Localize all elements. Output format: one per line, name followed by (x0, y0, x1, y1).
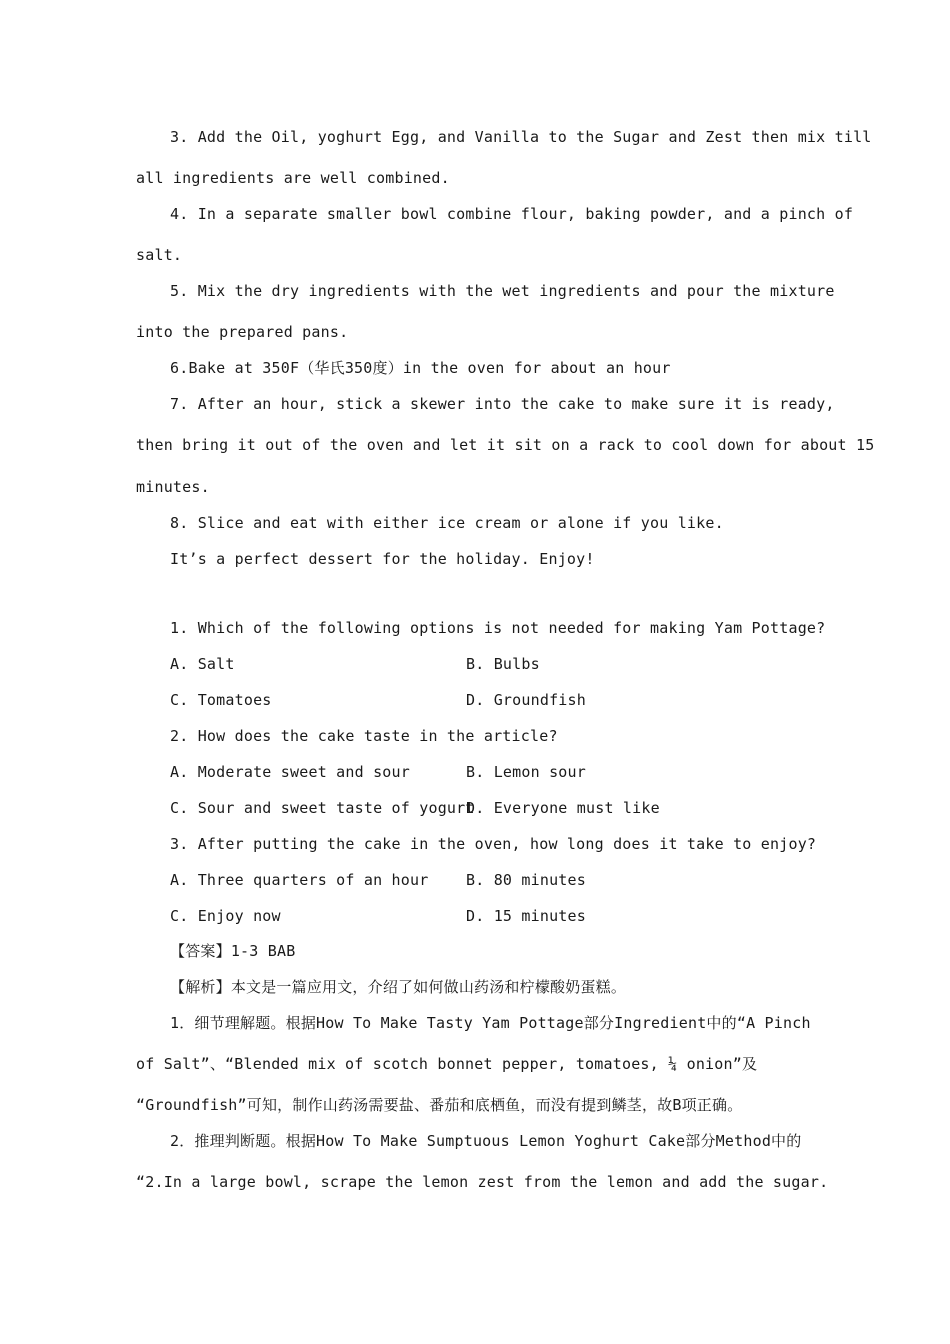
step-4-line-1: 4. In a separate smaller bowl combine flour, baking powder, and a pinch of (170, 205, 854, 223)
analysis-line (170, 977, 626, 997)
step-7-line-1: 7. After an hour, stick a skewer into the cake to make sure it is ready, (170, 395, 835, 413)
question-1-option-d: D. Groundfish (466, 691, 586, 709)
question-3-option-a: A. Three quarters of an hour (170, 871, 429, 889)
answer-label: 【答案】 (170, 942, 231, 960)
question-2-option-c: C. Sour and sweet taste of yogurt (170, 799, 475, 817)
question-1-option-a: A. Salt (170, 655, 235, 673)
step-7-line-2: then bring it out of the oven and let it sit on a rack to cool down for about 15 (136, 436, 875, 454)
step-4-line-2: salt. (136, 246, 183, 264)
question-2-option-b: B. Lemon sour (466, 763, 586, 781)
question-3-option-d: D. 15 minutes (466, 907, 586, 925)
question-3-option-b: B. 80 minutes (466, 871, 586, 889)
question-2-option-d: D. Everyone must like (466, 799, 660, 817)
step-6: 6.Bake at 350F（华氏350度）in the oven for about an hour (170, 359, 671, 377)
step-5-line-2: into the prepared pans. (136, 323, 349, 341)
question-3-stem: 3. After putting the cake in the oven, how long does it take to enjoy? (170, 835, 817, 853)
analysis-label: 【解析】 (170, 978, 231, 996)
analysis-q1-line-2: of Salt”、“Blended mix of scotch bonnet pepper, tomatoes, ¼ onion”及 (136, 1055, 758, 1073)
analysis-q1-line-1: 1．细节理解题。根据How To Make Tasty Yam Pottage部分Ingredient中的“A Pinch (170, 1014, 811, 1032)
answer-value: 1-3 BAB (230, 942, 296, 960)
closing-line: It’s a perfect dessert for the holiday. Enjoy! (170, 550, 595, 568)
question-1-stem: 1. Which of the following options is not needed for making Yam Pottage? (170, 619, 826, 637)
question-3-option-c: C. Enjoy now (170, 907, 281, 925)
step-8: 8. Slice and eat with either ice cream or alone if you like. (170, 514, 724, 532)
step-7-line-3: minutes. (136, 478, 210, 496)
question-2-option-a: A. Moderate sweet and sour (170, 763, 410, 781)
step-3-line-1: 3. Add the Oil, yoghurt Egg, and Vanilla to the Sugar and Zest then mix till (170, 128, 872, 146)
step-5-line-1: 5. Mix the dry ingredients with the wet ingredients and pour the mixture (170, 282, 835, 300)
analysis-q2-line-1: 2．推理判断题。根据How To Make Sumptuous Lemon Yoghurt Cake部分Method中的 (170, 1132, 802, 1150)
question-1-option-b: B. Bulbs (466, 655, 540, 673)
question-2-stem: 2. How does the cake taste in the article? (170, 727, 558, 745)
analysis-q2-line-2: “2.In a large bowl, scrape the lemon zest from the lemon and add the sugar. (136, 1173, 829, 1191)
question-1-option-c: C. Tomatoes (170, 691, 272, 709)
answer-line (170, 941, 295, 961)
analysis-q1-line-3: “Groundfish”可知，制作山药汤需要盐、番茄和底栖鱼，而没有提到鳞茎，故B项正确。 (136, 1096, 743, 1114)
analysis-intro: 本文是一篇应用文，介绍了如何做山药汤和柠檬酸奶蛋糕。 (230, 978, 627, 996)
step-3-line-2: all ingredients are well combined. (136, 169, 450, 187)
